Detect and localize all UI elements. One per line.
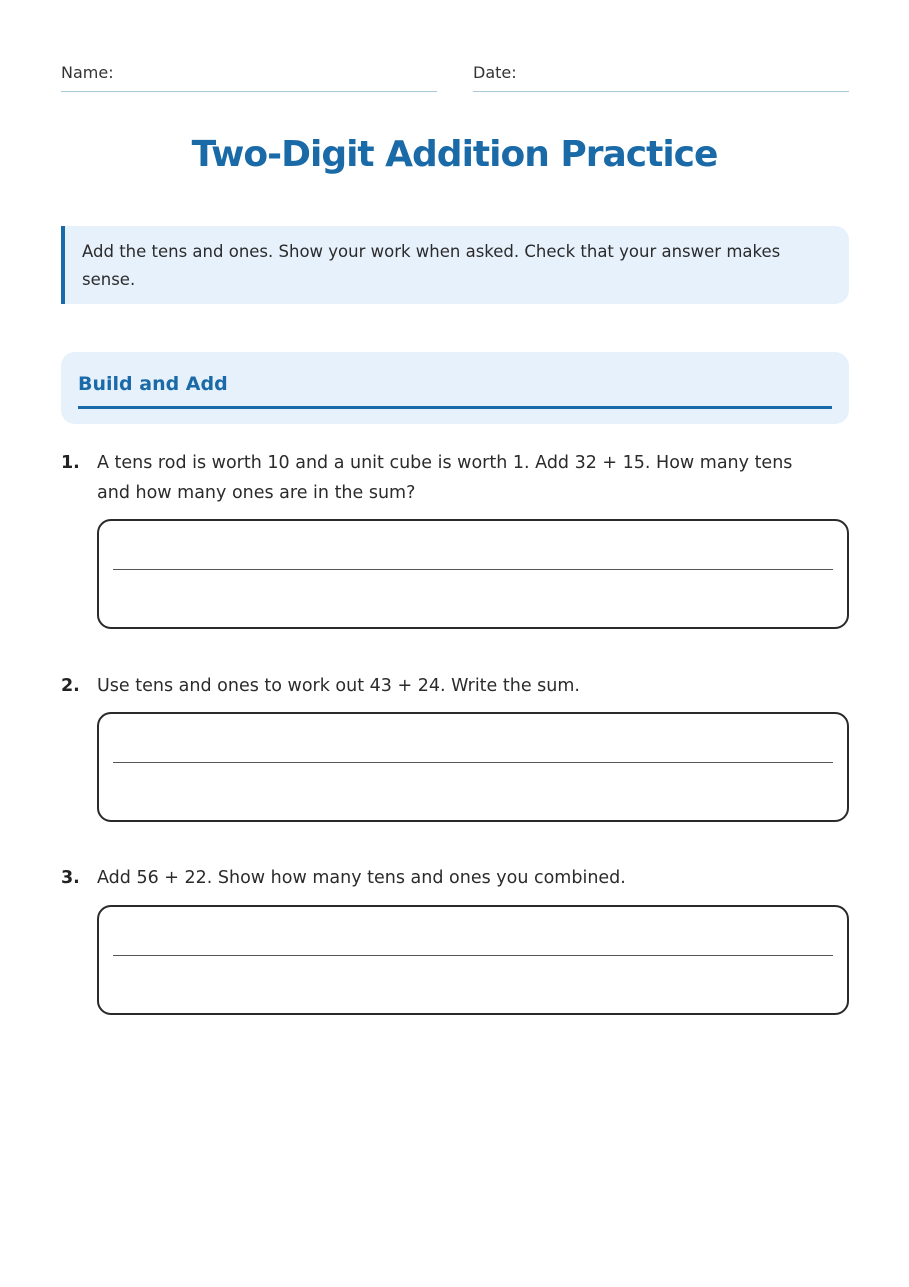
name-label: Name: bbox=[61, 63, 114, 82]
question-number: 1. bbox=[61, 453, 80, 473]
answer-box[interactable] bbox=[97, 712, 849, 822]
date-field[interactable] bbox=[473, 60, 849, 92]
answer-box[interactable] bbox=[97, 905, 849, 1015]
question-text: A tens rod is worth 10 and a unit cube is worth 1. Add 32 + 15. How many tens and how many ones are in the sum? bbox=[97, 453, 793, 503]
name-field[interactable] bbox=[61, 60, 437, 92]
instructions-text: Add the tens and ones. Show your work when asked. Check that your answer makes sense. bbox=[82, 242, 781, 289]
instructions-panel bbox=[61, 226, 849, 304]
answer-box[interactable] bbox=[97, 519, 849, 629]
question-number: 2. bbox=[61, 676, 80, 696]
date-label: Date: bbox=[473, 63, 517, 82]
answer-line bbox=[113, 955, 833, 956]
question-text: Use tens and ones to work out 43 + 24. Write the sum. bbox=[97, 676, 580, 696]
answer-line bbox=[113, 569, 833, 570]
answer-line bbox=[113, 762, 833, 763]
section-header bbox=[61, 352, 849, 424]
page-title: Two-Digit Addition Practice bbox=[191, 134, 718, 175]
question-number: 3. bbox=[61, 868, 80, 888]
question-text: Add 56 + 22. Show how many tens and ones you combined. bbox=[97, 868, 626, 888]
section-title: Build and Add bbox=[78, 368, 832, 409]
